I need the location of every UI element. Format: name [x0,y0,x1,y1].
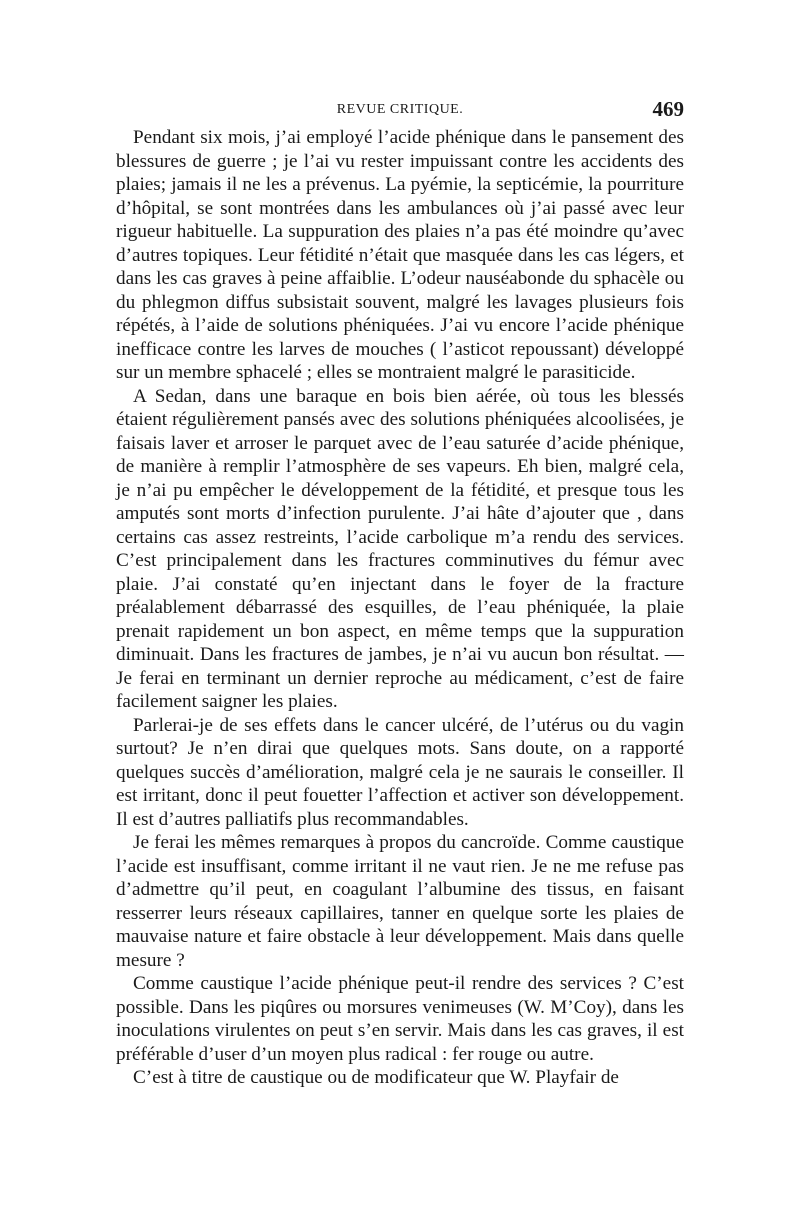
paragraph: A Sedan, dans une baraque en bois bien aérée, où tous les blessés étaient régulièrement pansés avec des solutions phéniquées alcoolisées, je faisais laver et arroser le parquet avec de l’eau saturée d’acide phénique, de manière à remplir l’atmosphère de ses vapeurs. Eh bien, malgré cela, je n’ai pu empêcher le développement de la fétidité, et presque tous les amputés sont morts d’infection purulente. J’ai hâte d’ajouter que , dans certains cas assez restreints, l’acide carbolique m’a rendu des services. C’est principalement dans les fractures comminutives du fémur avec plaie. J’ai constaté qu’en injectant dans le foyer de la fracture préalablement débarrassé des esquilles, de l’eau phéniquée, la plaie prenait rapidement un bon aspect, en même temps que la suppuration diminuait. Dans les fractures de jambes, je n’ai vu aucun bon résultat. — Je ferai en terminant un dernier reproche au médicament, c’est de faire facilement saigner les plaies. [116,385,684,712]
paragraph: C’est à titre de caustique ou de modificateur que W. Playfair de [133,1067,619,1088]
paragraph: Parlerai-je de ses effets dans le cancer ulcéré, de l’utérus ou du vagin surtout? Je n’en dirai que quelques mots. Sans doute, on a rapporté quelques succès d’amélioration, malgré cela je ne saurais le conseiller. Il est irritant, donc il peut fouetter l’affection et activer son développement. Il est d’autres palliatifs plus recommandables. [116,714,684,830]
page-header [116,97,684,127]
paragraph: Je ferai les mêmes remarques à propos du cancroïde. Comme caustique l’acide est insuffisant, comme irritant il ne vaut rien. Je ne me refuse pas d’admettre qu’il peut, en coagulant l’albumine des tissus, en faisant resserrer leurs réseaux capillaires, tanner en quelque sorte les plaies de mauvaise nature et faire obstacle à leur développement. Mais dans quelle mesure ? [116,832,684,971]
page-number: 469 [652,97,684,121]
paragraph: Comme caustique l’acide phénique peut-il rendre des services ? C’est possible. Dans les piqûres ou morsures venimeuses (W. M’Coy), dans les inoculations virulentes on peut s’en servir. Mais dans les cas graves, il est préférable d’user d’un moyen plus radical : fer rouge ou autre. [116,973,684,1065]
paragraph: Pendant six mois, j’ai employé l’acide phénique dans le pansement des blessures de guerre ; je l’ai vu rester impuissant contre les accidents des plaies; jamais il ne les a prévenus. La pyémie, la septicémie, la pourriture d’hôpital, se sont montrées dans les ambulances où j’ai passé avec leur rigueur habituelle. La suppuration des plaies n’a pas été moindre qu’avec d’autres topiques. Leur fétidité n’était que masquée dans les cas légers, et dans les cas graves à peine affaiblie. L’odeur nauséabonde du sphacèle ou du phlegmon diffus subsistait souvent, malgré les lavages plusieurs fois répétés, à l’aide de solutions phéniquées. J’ai vu encore l’acide phénique inefficace contre les larves de mouches ( l’asticot repoussant) développé sur un membre sphacelé ; elles se montraient malgré le parasiticide. [116,127,684,383]
running-title: REVUE CRITIQUE. [336,102,464,117]
body-text [116,126,684,1090]
